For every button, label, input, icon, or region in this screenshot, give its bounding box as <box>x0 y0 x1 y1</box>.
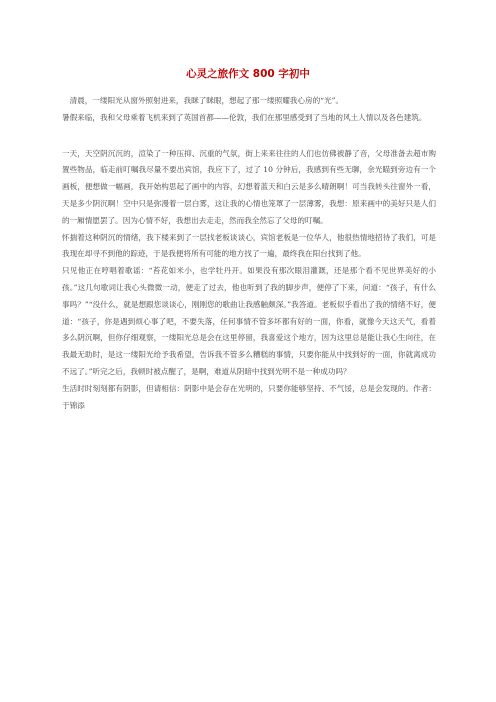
document-body <box>62 93 436 414</box>
paragraph-conclusion: 生活时时刻刻都有阴影，但请相信：阴影中是会存在光明的，只要你能够坚持、不气馁，总是会发现的。作者：于锦添 <box>62 383 436 410</box>
paragraph-gap <box>62 127 436 146</box>
document-title: 心灵之旅作文 800 字初中 <box>186 68 310 80</box>
paragraph-summer-trip: 暑假来临，我和父母乘着飞机来到了英国首都——伦敦，我们在那里感受到了当地的风土人情以及各色建筑。 <box>62 112 427 122</box>
paragraph-gloomy-day: 一天，天空阴沉沉的，渲染了一种压抑、沉重的气氛，街上来来往往的人们也仿佛被静了音，父母准备去超市购置些物品，临走前叮嘱我尽量不要出宾馆，我应下了，过了 10 分钟后，我感到有些无聊，余光瞄到旁边有一个画板，便想做一幅画，我开始构思起了画中的内容，幻想着蓝天和白云是多么晴朗啊！可当我转头往窗外一看，天是多少阴沉啊！空中只是弥漫着一层白雾，这让我的心情也笼罩了一层薄雾，我想：原来画中的美好只是人们的一厢情愿罢了。因为心情不好，我想出去走走，然而我全然忘了父母的叮嘱。 <box>62 148 436 225</box>
paragraph-conversation: 只见他正在哼唱着歌谣：“苔花如米小，也学牡丹开。如果没有那次眼泪灌溉，还是那个看不见世界美好的小孩。”这几句歌词让我心头微微一动，便走了过去，他也听到了我的脚步声，便停了下来，问道：“孩子，有什么事吗？”“没什么，就是想跟您谈谈心，刚刚您的歌曲让我感触颇深。”我答道。老板似乎看出了我的情绪不好，便道：“孩子，你是遇到烦心事了吧，不要失落，任何事情不管多坏都有好的一面，你看，就像今天这天气，看着多么阴沉啊，但你仔细观察，一缕阳光总是会在这里停留，我喜爱这个地方，因为这里总是能让我心生向往，在我最无助时，是这一缕阳光给予我希望，告诉我不管多么糟糕的事情，只要你能从中找到好的一面，你就离成功不远了。”听完之后，我顿时被点醒了，是啊，难道从阴暗中找到光明不是一种成功吗？ <box>62 266 436 376</box>
paragraph-intro: 清晨，一缕阳光从窗外照射进来，我眯了眯眼，想起了那一缕照耀我心房的“光”。 <box>62 96 344 105</box>
paragraph-find-owner: 怀揣着这种阴沉的情绪，我下楼来到了一层找老板谈谈心，宾馆老板是一位华人，他很热情地招待了我们，可是我现在却寻不到他的踪迹，于是我便将所有可能的地方找了一遍，最终我在阳台找到了他。 <box>62 232 436 259</box>
